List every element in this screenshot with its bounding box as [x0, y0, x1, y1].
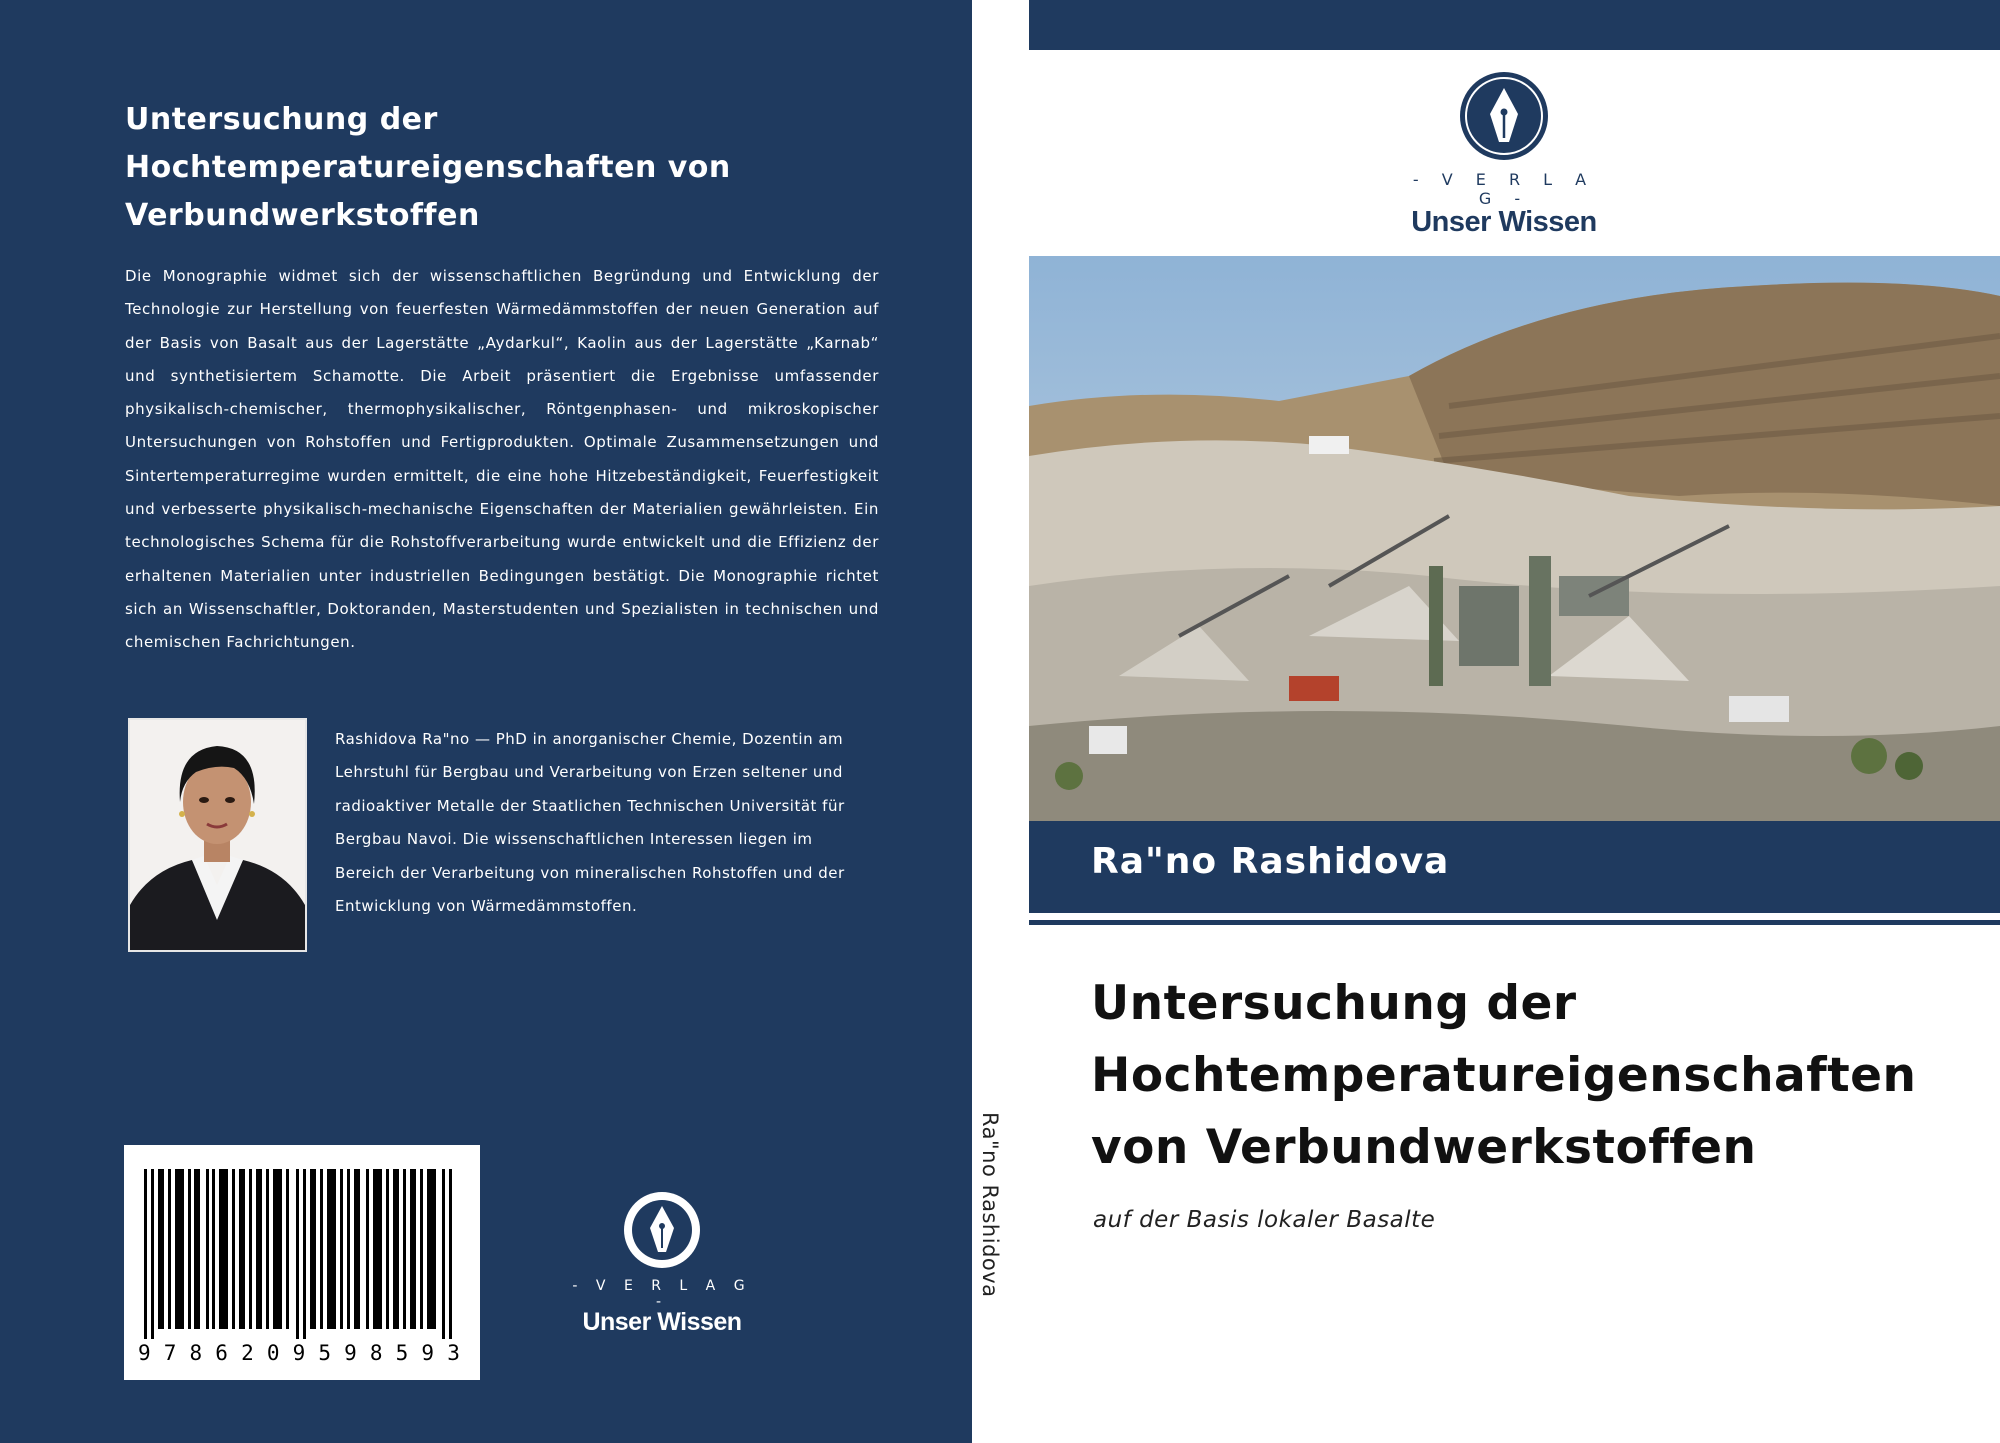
back-publisher-logo: [562, 1190, 762, 1350]
isbn-digit: 0: [266, 1341, 280, 1365]
spine-author: Ra"no Rashidova: [978, 1112, 1002, 1298]
front-publisher-logo: [1404, 70, 1604, 238]
isbn-digit: 3: [447, 1341, 460, 1365]
isbn-digit: 9: [138, 1341, 151, 1365]
author-biography: Rashidova Ra"no — PhD in anorganischer Chemie, Dozentin am Lehrstuhl für Bergbau und Verarbeitung von Erzen seltener und radioaktiver Metalle der Staatlichen Technischen Universität für Bergbau Navoi. Die wissenschaftlichen Interessen liegen im Bereich der Verarbeitung von mineralischen Rohstoffen und der Entwicklung von Wärmedämmstoffen.: [335, 730, 845, 916]
front-title-line-2: Hochtemperatureigenschaften: [1091, 1048, 1917, 1103]
publisher-name: Unser Wissen: [1411, 206, 1597, 238]
isbn-digit: 9: [292, 1341, 306, 1365]
back-cover: [0, 0, 972, 1443]
divider: [1029, 920, 2000, 925]
front-top-bar: [1029, 0, 2000, 50]
back-cover-title: [125, 96, 865, 240]
front-title-line-3: von Verbundwerkstoffen: [1091, 1120, 1757, 1175]
isbn-digit: 5: [318, 1341, 332, 1365]
front-cover-title: [1091, 968, 1971, 1184]
front-title-line-1: Untersuchung der: [1091, 976, 1577, 1031]
cover-photo-quarry: [1029, 256, 2000, 821]
back-title-line-3: Verbundwerkstoffen: [125, 198, 480, 233]
isbn-digit: 8: [369, 1341, 383, 1365]
fountain-pen-nib-icon: [1458, 70, 1550, 162]
isbn-digit: 6: [215, 1341, 228, 1365]
barcode-bars: [144, 1169, 460, 1339]
isbn-digit: 7: [163, 1341, 177, 1365]
front-author-name: Ra"no Rashidova: [1091, 841, 1450, 882]
front-subtitle: auf der Basis lokaler Basalte: [1093, 1207, 1436, 1233]
isbn-digit: 2: [241, 1341, 254, 1365]
isbn-barcode: [124, 1145, 480, 1380]
back-title-line-2: Hochtemperatureigenschaften von: [125, 150, 731, 185]
publisher-name: Unser Wissen: [582, 1308, 742, 1336]
back-title-line-1: Untersuchung der: [125, 102, 438, 137]
author-band: [1029, 821, 2000, 913]
publisher-verlag-label: - V E R L A G -: [1412, 170, 1596, 208]
book-description: Die Monographie widmet sich der wissenschaftlichen Begründung und Entwicklung der Technologie zur Herstellung von feuerfesten Wärmedämmstoffen der neuen Generation auf der Basis von Basalt aus der Lagerstätte „Aydarkul“, Kaolin aus der Lagerstätte „Karnab“ und synthetisiertem Schamotte. Die Arbeit präsentiert die Ergebnisse umfassender physikalisch-chemischer, thermophysikalischer, Röntgenphasen- und mikroskopischer Untersuchungen von Rohstoffen und Fertigprodukten. Optimale Zusammensetzungen und Sintertemperaturregime wurden ermittelt, die eine hohe Hitzebeständigkeit, Feuerfestigkeit und verbesserte physikalisch-mechanische Eigenschaften der Materialien gewährleisten. Ein technologisches Schema für die Rohstoffverarbeitung wurde entwickelt und die Effizienz der erhaltenen Materialien unter industriellen Bedingungen bestätigt. Die Monographie richtet sich an Wissenschaftler, Doktoranden, Masterstudenten und Spezialisten in technischen und chemischen Fachrichtungen.: [125, 267, 879, 652]
fountain-pen-nib-icon: [622, 1190, 702, 1270]
author-photo: [128, 718, 307, 952]
isbn-digit: 5: [395, 1341, 409, 1365]
isbn-digit: 9: [344, 1341, 357, 1365]
publisher-verlag-label: - V E R L A G -: [572, 1278, 752, 1310]
isbn-digits: [134, 1341, 474, 1365]
isbn-digit: 9: [421, 1341, 435, 1365]
isbn-digit: 8: [189, 1341, 203, 1365]
